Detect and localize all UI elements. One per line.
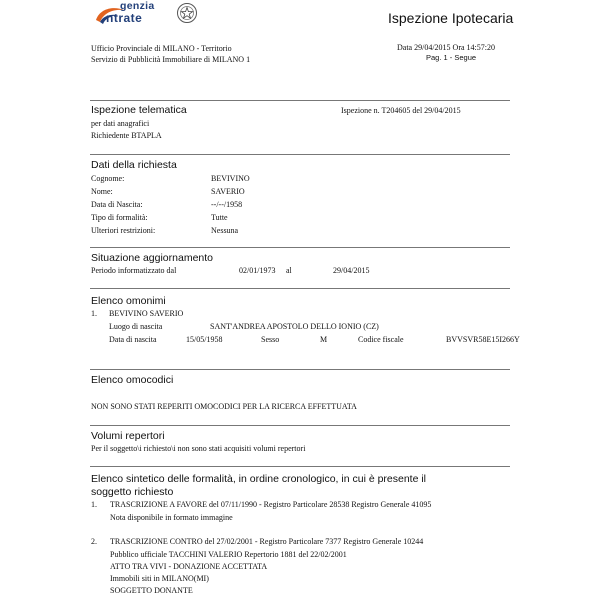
omonimo-sesso-label: Sesso — [261, 335, 280, 344]
richiesta-value: SAVERIO — [211, 187, 245, 196]
omocodici-text: NON SONO STATI REPERITI OMOCODICI PER LA RICERCA EFFETTUATA — [91, 402, 357, 411]
formalita-number: 1. — [91, 500, 97, 509]
divider — [90, 100, 510, 101]
divider — [90, 154, 510, 155]
logo-text-agenzia: genzia — [120, 0, 155, 12]
divider — [90, 288, 510, 289]
logo-text-entrate: ntrate — [106, 11, 143, 25]
divider — [90, 369, 510, 370]
section-title-omonimi: Elenco omonimi — [91, 295, 166, 307]
divider — [90, 247, 510, 248]
section-title-formalita-cont: soggetto richiesto — [91, 486, 174, 498]
section-title-richiesta: Dati della richiesta — [91, 159, 177, 171]
omonimo-name: BEVIVINO SAVERIO — [109, 309, 184, 318]
office-line-1: Ufficio Provinciale di MILANO - Territorio — [91, 44, 232, 53]
richiesta-label: Tipo di formalità: — [91, 213, 148, 222]
formalita-number: 2. — [91, 537, 97, 546]
richiesta-value: --/--/1958 — [211, 200, 243, 209]
aggiornamento-from: 02/01/1973 — [239, 266, 276, 275]
formalita-line: TRASCRIZIONE A FAVORE del 07/11/1990 - Registro Particolare 28538 Registro Generale 41095 — [110, 500, 432, 509]
section-title-ispezione: Ispezione telematica — [91, 104, 187, 116]
page-indicator: Pag. 1 - Segue — [426, 53, 477, 62]
omonimo-cf-value: BVVSVR58E15I266Y — [446, 335, 520, 344]
italian-emblem-icon — [176, 2, 198, 24]
ispezione-type: per dati anagrafici — [91, 119, 150, 128]
aggiornamento-label: Periodo informatizzato dal — [91, 266, 177, 275]
omonimo-data-value: 15/05/1958 — [186, 335, 223, 344]
omonimo-number: 1. — [91, 309, 97, 318]
office-line-2: Servizio di Pubblicità Immobiliare di MILANO 1 — [91, 55, 251, 64]
omonimo-cf-label: Codice fiscale — [358, 335, 404, 344]
ispezione-number: Ispezione n. T204605 del 29/04/2015 — [341, 106, 461, 115]
formalita-line: ATTO TRA VIVI - DONAZIONE ACCETTATA — [110, 562, 268, 571]
formalita-line: SOGGETTO DONANTE — [110, 586, 193, 595]
section-title-aggiornamento: Situazione aggiornamento — [91, 252, 214, 264]
agenzia-entrate-logo — [90, 0, 202, 30]
richiesta-value: Nessuna — [211, 226, 239, 235]
omonimo-luogo-label: Luogo di nascita — [109, 322, 163, 331]
richiesta-label: Cognome: — [91, 174, 125, 183]
divider — [90, 425, 510, 426]
richiesta-label: Nome: — [91, 187, 113, 196]
richiesta-value: BEVIVINO — [211, 174, 250, 183]
section-title-volumi: Volumi repertori — [91, 430, 165, 442]
richiesta-label: Ulteriori restrizioni: — [91, 226, 156, 235]
richiesta-value: Tutte — [211, 213, 228, 222]
formalita-line: TRASCRIZIONE CONTRO del 27/02/2001 - Registro Particolare 7377 Registro Generale 10244 — [110, 537, 424, 546]
document-title: Ispezione Ipotecaria — [388, 10, 514, 26]
volumi-text: Per il soggetto\i richiesto\i non sono stati acquisiti volumi repertori — [91, 444, 306, 453]
section-title-formalita: Elenco sintetico delle formalità, in ordine cronologico, in cui è presente il — [91, 473, 427, 485]
aggiornamento-to: 29/04/2015 — [333, 266, 370, 275]
omonimo-data-label: Data di nascita — [109, 335, 157, 344]
divider — [90, 466, 510, 467]
ispezione-richiedente: Richiedente BTAPLA — [91, 131, 162, 140]
formalita-line: Pubblico ufficiale TACCHINI VALERIO Repertorio 1881 del 22/02/2001 — [110, 550, 347, 559]
richiesta-label: Data di Nascita: — [91, 200, 143, 209]
omonimo-sesso-value: M — [320, 335, 328, 344]
formalita-line: Immobili siti in MILANO(MI) — [110, 574, 209, 583]
document-date: Data 29/04/2015 Ora 14:57:20 — [397, 43, 495, 52]
aggiornamento-al: al — [286, 266, 292, 275]
formalita-line: Nota disponibile in formato immagine — [110, 513, 233, 522]
omonimo-luogo-value: SANT'ANDREA APOSTOLO DELLO IONIO (CZ) — [210, 322, 379, 331]
section-title-omocodici: Elenco omocodici — [91, 374, 174, 386]
